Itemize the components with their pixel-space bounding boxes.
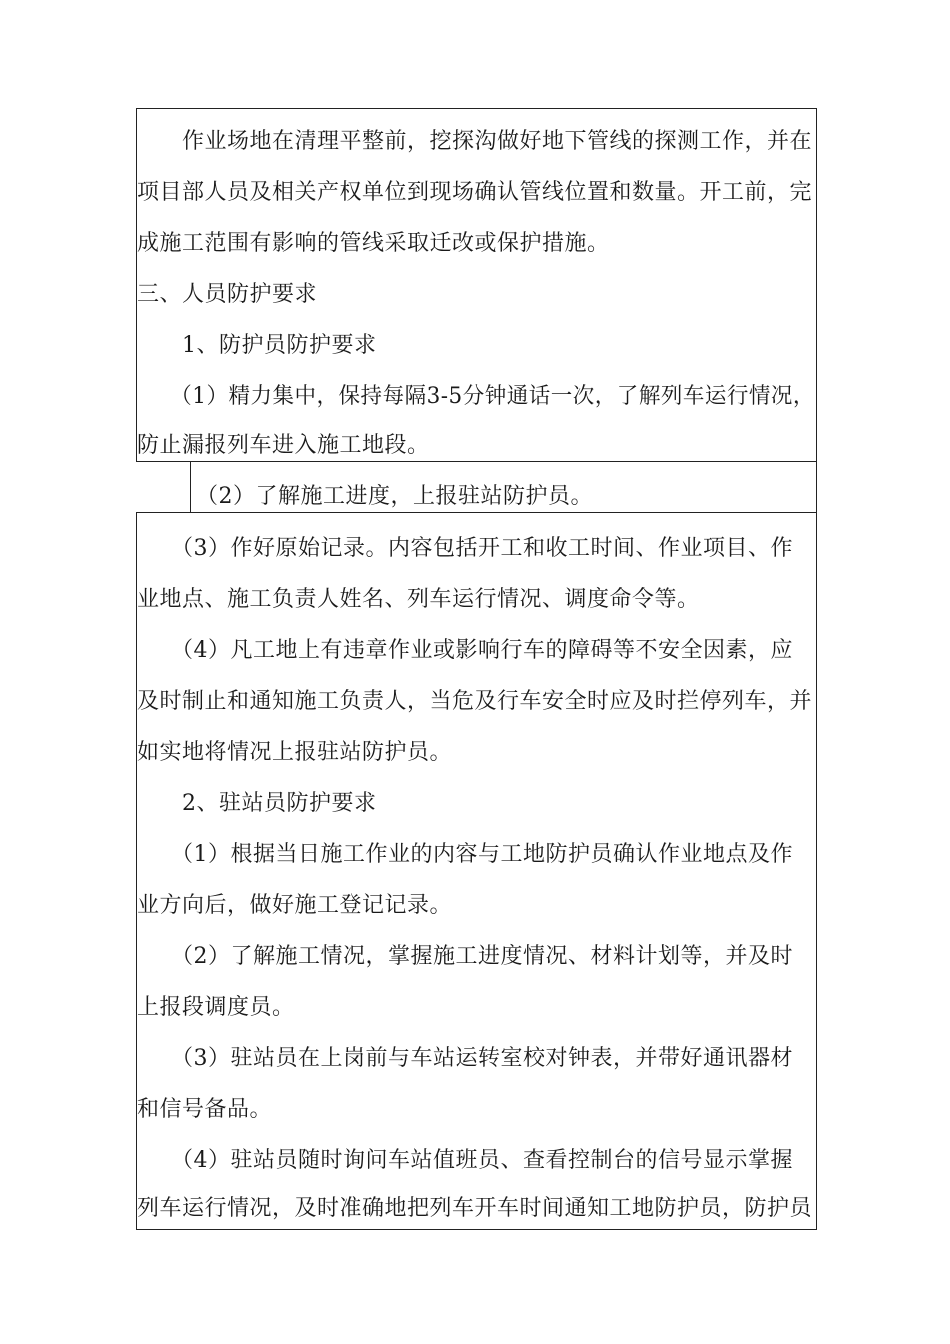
- paragraph-line: 业地点、施工负责人姓名、列车运行情况、调度命令等。: [137, 587, 700, 612]
- paragraph-line: 项目部人员及相关产权单位到现场确认管线位置和数量。开工前，完: [137, 180, 813, 205]
- paragraph-line: （1）根据当日施工作业的内容与工地防护员确认作业地点及作: [137, 842, 793, 867]
- paragraph-line: （4）驻站员随时询问车站值班员、查看控制台的信号显示掌握: [137, 1148, 793, 1173]
- paragraph-line: （2）了解施工情况，掌握施工进度情况、材料计划等，并及时: [137, 944, 793, 969]
- paragraph-line: 防止漏报列车进入施工地段。: [137, 433, 430, 458]
- paragraph-line: 如实地将情况上报驻站防护员。: [137, 740, 453, 765]
- paragraph-line: 上报段调度员。: [137, 995, 295, 1020]
- paragraph-line: （1）精力集中，保持每隔3-5分钟通话一次，了解列车运行情况，: [137, 384, 815, 409]
- paragraph-line: 和信号备品。: [137, 1097, 273, 1122]
- subsection-heading: 1、防护员防护要求: [137, 333, 377, 358]
- paragraph-line: 成施工范围有影响的管线采取迁改或保护措施。: [137, 231, 610, 256]
- paragraph-line: 作业场地在清理平整前，挖探沟做好地下管线的探测工作，并在: [137, 129, 813, 154]
- paragraph-line: （3）驻站员在上岗前与车站运转室校对钟表，并带好通讯器材: [137, 1046, 793, 1071]
- subsection-heading: 2、驻站员防护要求: [137, 791, 377, 816]
- paragraph-line: 列车运行情况，及时准确地把列车开车时间通知工地防护员，防护员: [137, 1196, 813, 1221]
- paragraph-line: （2）了解施工进度，上报驻站防护员。: [196, 484, 593, 509]
- paragraph-line: 业方向后，做好施工登记记录。: [137, 893, 453, 918]
- paragraph-line: （4）凡工地上有违章作业或影响行车的障碍等不安全因素，应: [137, 638, 793, 663]
- section-heading: 三、人员防护要求: [137, 282, 318, 307]
- paragraph-line: （3）作好原始记录。内容包括开工和收工时间、作业项目、作: [137, 536, 793, 561]
- paragraph-line: 及时制止和通知施工负责人，当危及行车安全时应及时拦停列车，并: [137, 689, 813, 714]
